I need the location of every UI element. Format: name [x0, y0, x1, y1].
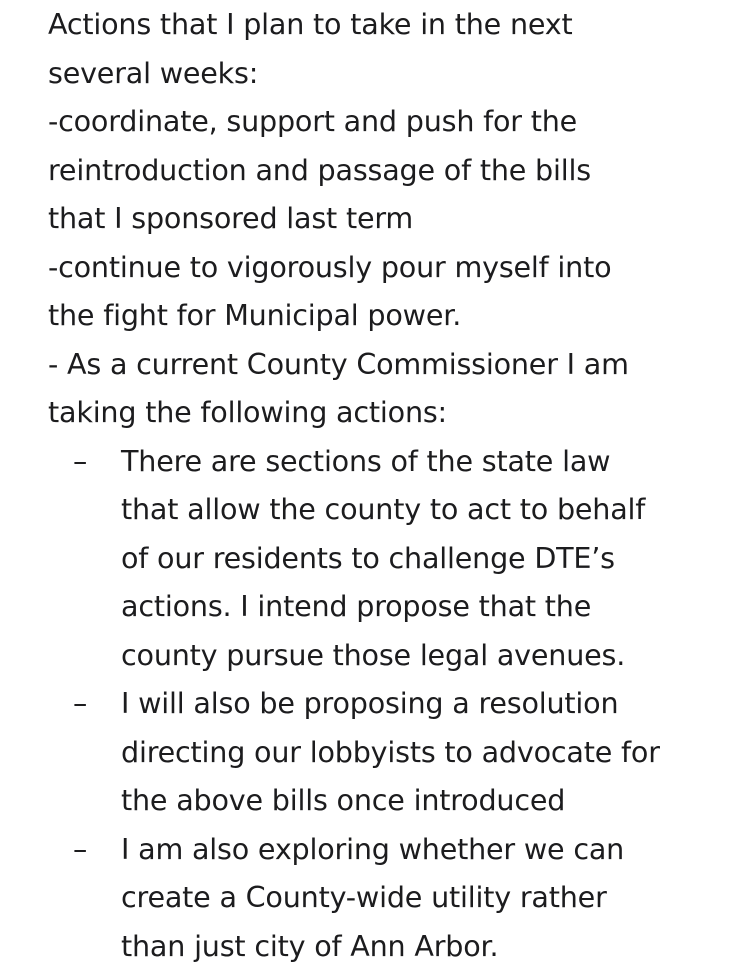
text-line: that allow the county to act to behalf	[121, 492, 646, 526]
list-item	[48, 825, 738, 971]
list-item	[48, 679, 738, 825]
text-line: -continue to vigorously pour myself into	[48, 249, 612, 284]
text-line: There are sections of the state law	[121, 443, 611, 478]
text-line: several weeks:	[48, 55, 259, 90]
text-line: reintroduction and passage of the bills	[48, 152, 591, 187]
note-body	[48, 0, 738, 970]
text-line: I will also be proposing a resolution	[121, 686, 619, 720]
text-line: - As a current County Commissioner I am	[48, 346, 629, 381]
text-line: that I sponsored last term	[48, 201, 414, 235]
text-line: Actions that I plan to take in the next	[48, 7, 573, 41]
text-line: county pursue those legal avenues.	[121, 637, 626, 672]
text-line: -coordinate, support and push for the	[48, 104, 578, 138]
text-line: directing our lobbyists to advocate for	[121, 734, 660, 769]
text-line: actions. I intend propose that the	[121, 589, 592, 623]
dash-bullet: –	[73, 686, 88, 720]
text-line: the fight for Municipal power.	[48, 298, 462, 332]
dash-bullet: –	[73, 443, 88, 478]
action-list	[48, 437, 738, 971]
dash-bullet: –	[73, 831, 88, 866]
intro-text	[48, 0, 738, 437]
text-line: create a County-wide utility rather	[121, 880, 607, 914]
list-item	[48, 437, 738, 680]
text-line: than just city of Ann Arbor.	[121, 928, 499, 963]
text-line: taking the following actions:	[48, 395, 447, 429]
text-line: the above bills once introduced	[121, 783, 566, 817]
text-line: of our residents to challenge DTE’s	[121, 540, 615, 575]
text-line: I am also exploring whether we can	[121, 831, 625, 866]
